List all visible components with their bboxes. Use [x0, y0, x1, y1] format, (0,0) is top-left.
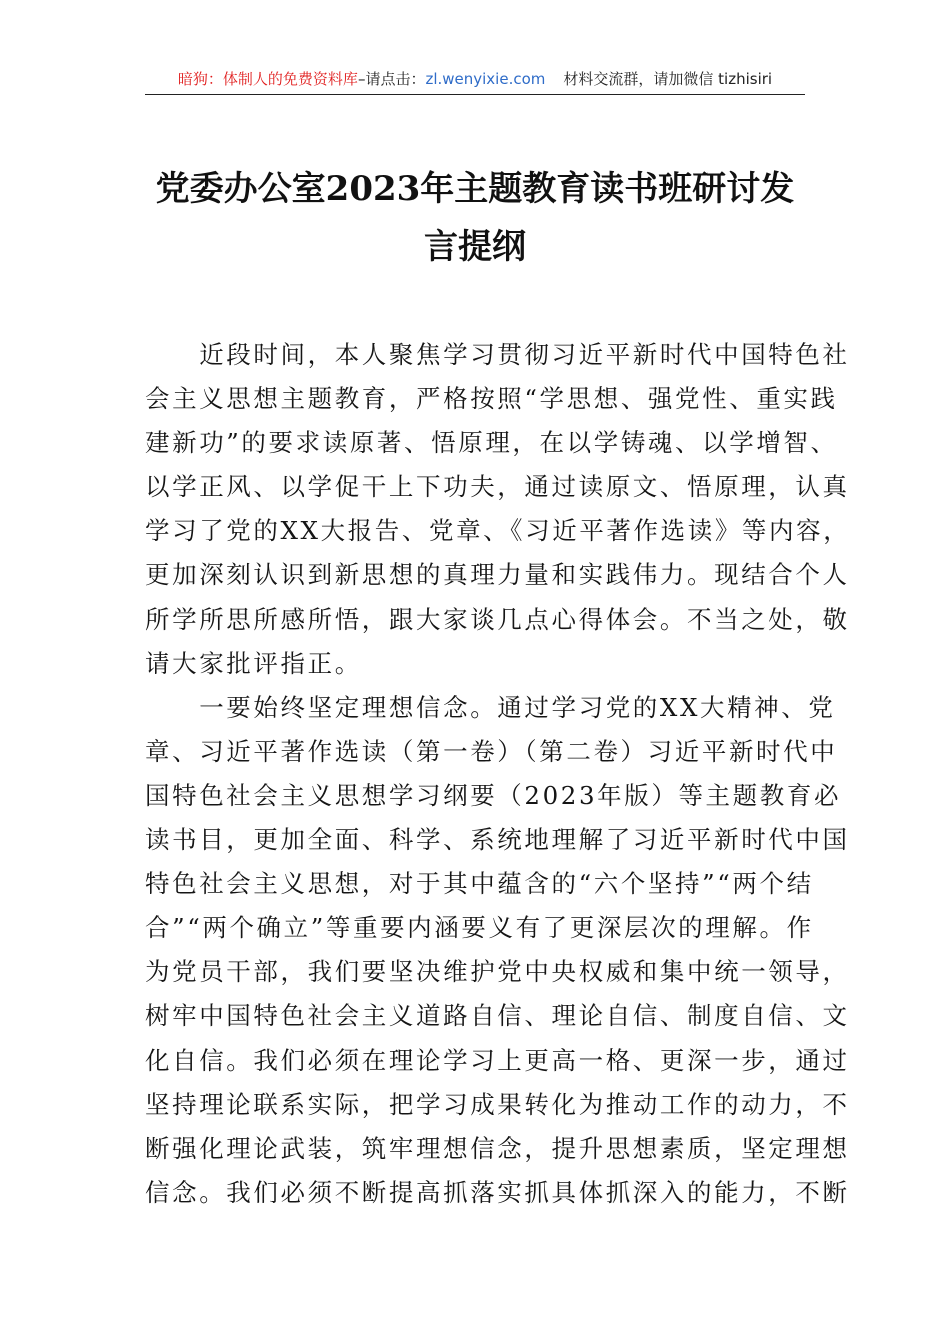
header-brand: 暗狗：体制人的免费资料库: [177, 70, 358, 88]
document-title: [120, 160, 830, 276]
text-line: 会主义思想主题教育，严格按照“学思想、强党性、重实践: [145, 384, 838, 414]
page-header: [145, 68, 805, 94]
text-line: 所学所思所感所悟，跟大家谈几点心得体会。不当之处，敬: [145, 604, 850, 634]
paragraph: [145, 333, 851, 686]
header-group-note: 材料交流群，请加微信 tizhisiri: [563, 70, 773, 88]
text-line: 近段时间，本人聚焦学习贯彻习近平新时代中国特色社: [145, 340, 850, 369]
text-line: 化自信。我们必须在理论学习上更高一格、更深一步，通过: [145, 1045, 850, 1075]
title-line: 党委办公室2023年主题教育读书班研讨发: [155, 169, 795, 209]
header-click-prompt: –请点击：: [357, 70, 426, 88]
text-line: 学习了党的XX大报告、党章、《习近平著作选读》等内容，: [145, 516, 851, 546]
text-line: 请大家批评指正。: [145, 648, 362, 678]
header-divider: [145, 94, 805, 95]
paragraph: [145, 686, 850, 1215]
text-line: 树牢中国特色社会主义道路自信、理论自信、制度自信、文: [145, 1001, 850, 1031]
text-line: 更加深刻认识到新思想的真理力量和实践伟力。现结合个人: [145, 560, 850, 590]
text-line: 特色社会主义思想，对于其中蕴含的“六个坚持”“两个结: [145, 869, 814, 899]
text-line: 一要始终坚定理想信念。通过学习党的XX大精神、党: [145, 692, 836, 722]
text-line: 信念。我们必须不断提高抓落实抓具体抓深入的能力，不断: [145, 1177, 850, 1207]
header-url-link[interactable]: zl.wenyixie.com: [425, 70, 546, 88]
document-body: [145, 333, 851, 1215]
text-line: 国特色社会主义思想学习纲要（2023年版）等主题教育必: [145, 780, 842, 810]
text-line: 以学正风、以学促干上下功夫，通过读原文、悟原理，认真: [145, 472, 850, 502]
title-line: 言提纲: [424, 227, 526, 267]
text-line: 合”“两个确立”等重要内涵要义有了更深层次的理解。作: [145, 913, 814, 943]
text-line: 为党员干部，我们要坚决维护党中央权威和集中统一领导，: [145, 957, 850, 987]
text-line: 章、习近平著作选读（第一卷）（第二卷）习近平新时代中: [145, 736, 838, 766]
text-line: 建新功”的要求读原著、悟原理，在以学铸魂、以学增智、: [145, 428, 838, 458]
text-line: 坚持理论联系实际，把学习成果转化为推动工作的动力，不: [145, 1089, 850, 1119]
text-line: 读书目，更加全面、科学、系统地理解了习近平新时代中国: [145, 825, 850, 855]
text-line: 断强化理论武装，筑牢理想信念，提升思想素质，坚定理想: [145, 1133, 850, 1163]
